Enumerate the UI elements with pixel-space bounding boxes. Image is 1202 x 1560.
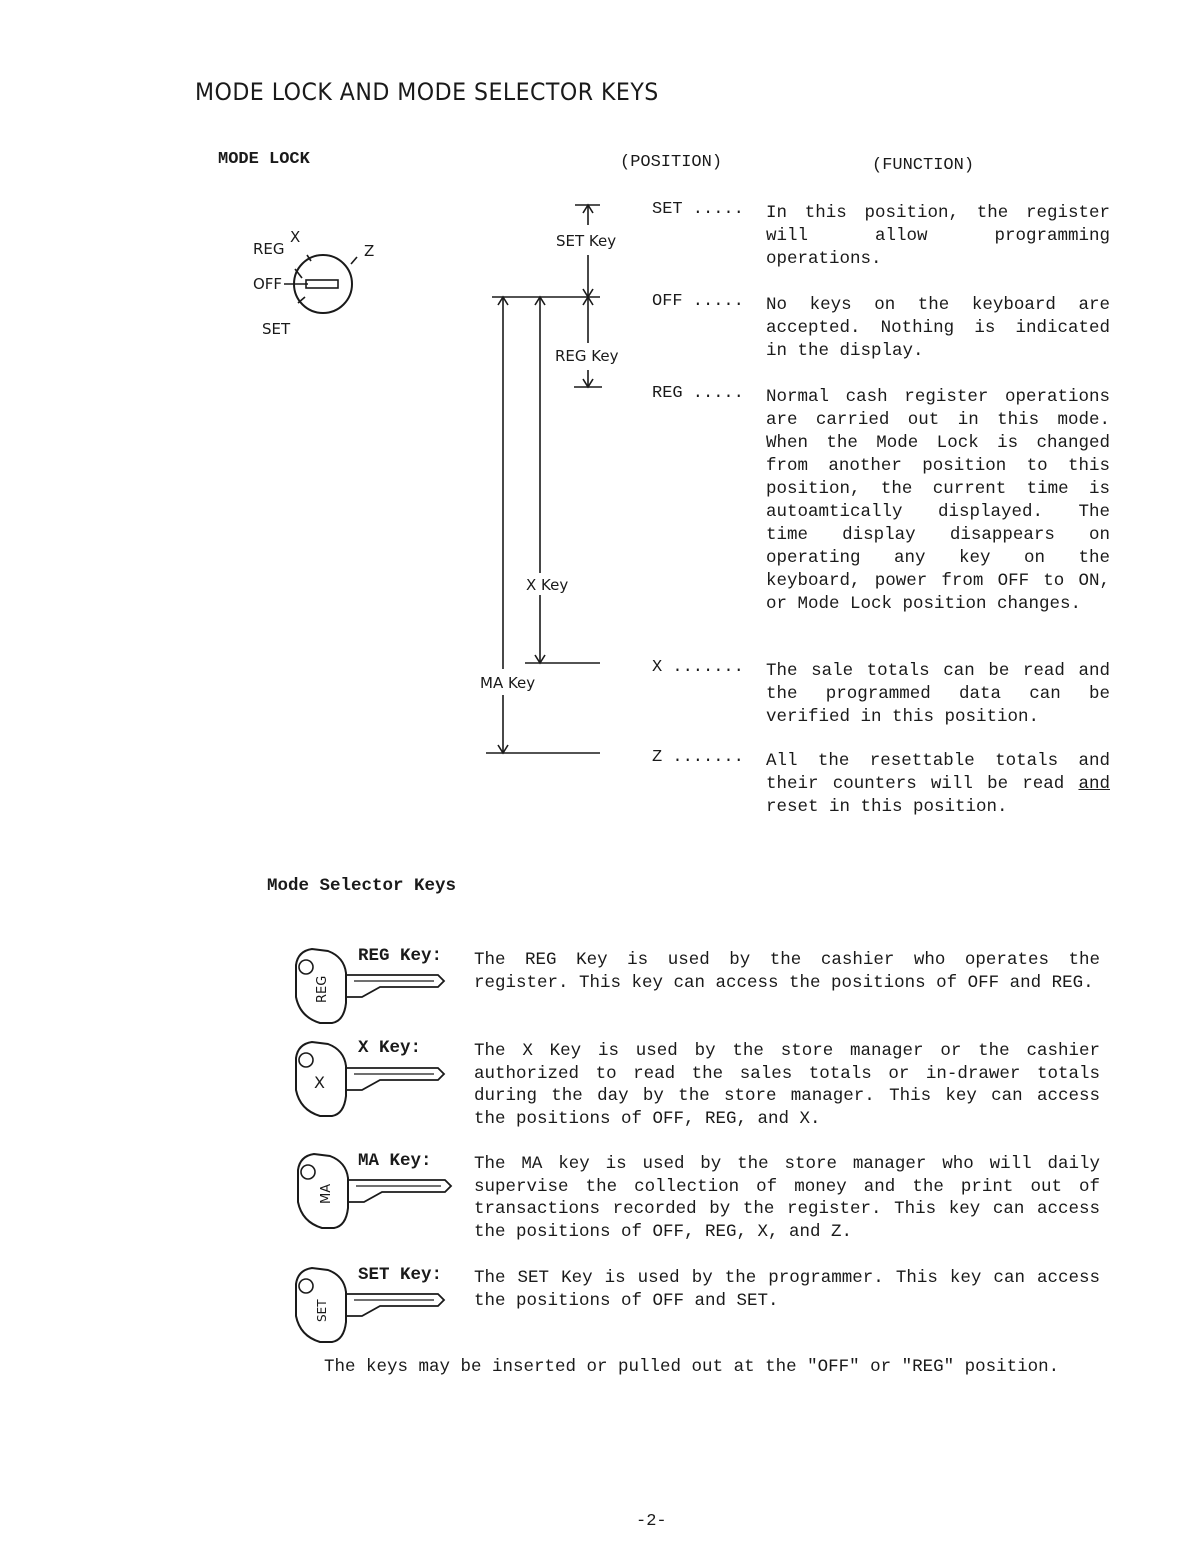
ma-key-label: MA Key xyxy=(480,674,536,692)
position-reg: REG ..... xyxy=(652,384,744,403)
x-key-label: X Key xyxy=(526,576,569,594)
reg-key-description: The REG Key is used by the cashier who operates the register. This key can access the positions of OFF and REG. xyxy=(474,950,1100,993)
set-key-heading: SET Key: xyxy=(358,1265,443,1285)
dial-label-z: Z xyxy=(364,242,375,260)
x-key-heading: X Key: xyxy=(358,1038,422,1058)
dial-label-reg: REG xyxy=(253,240,285,258)
page-number: -2- xyxy=(636,1512,667,1531)
function-z-underlined: and xyxy=(1078,774,1110,794)
reg-key-heading: REG Key: xyxy=(358,946,443,966)
function-reg: Normal cash register operations are carried out in this mode. When the Mode Lock is changed from another position to this position, the current time is autoamtically displayed. The time display disappears on operating any key on the keyboard, power from OFF to ON, or Mode Lock position changes. xyxy=(766,387,1110,614)
position-z: Z ....... xyxy=(652,748,744,767)
function-x: The sale totals can be read and the programmed data can be verified in this position. xyxy=(766,661,1110,727)
function-set: In this position, the register will allow programming operations. xyxy=(766,203,1110,269)
set-key-icon-text: SET xyxy=(315,1299,329,1322)
position-x: X ....... xyxy=(652,658,744,677)
reg-key-icon-text: REG xyxy=(315,975,330,1003)
footer-note: The keys may be inserted or pulled out at the "OFF" or "REG" position. xyxy=(324,1357,1060,1377)
reg-key-label: REG Key xyxy=(555,347,619,365)
dial-label-x: X xyxy=(290,228,301,246)
set-key-label: SET Key xyxy=(556,232,617,250)
dial-label-off: OFF xyxy=(253,275,283,293)
function-off: No keys on the keyboard are accepted. Nothing is indicated in the display. xyxy=(766,295,1110,361)
dial-label-set: SET xyxy=(262,320,291,338)
set-key-description: The SET Key is used by the programmer. This key can access the positions of OFF and SET. xyxy=(474,1268,1100,1311)
ma-key-heading: MA Key: xyxy=(358,1151,432,1171)
function-header: (FUNCTION) xyxy=(872,156,975,175)
function-z xyxy=(766,750,1110,819)
position-off: OFF ..... xyxy=(652,292,744,311)
mode-lock-heading: MODE LOCK xyxy=(218,150,310,169)
mode-selector-heading: Mode Selector Keys xyxy=(267,876,457,896)
function-z-pre: All the resettable totals and their counters will be read xyxy=(766,751,1110,794)
function-z-post: reset in this position. xyxy=(766,797,1008,817)
ma-key-icon-text: MA xyxy=(319,1183,334,1204)
page-title: MODE LOCK AND MODE SELECTOR KEYS xyxy=(195,78,659,106)
position-header: (POSITION) xyxy=(620,153,723,172)
ma-key-description: The MA key is used by the store manager who will daily supervise the collection of money and the print out of transactions recorded by the register. This key can access the positions of OFF, REG, X, and Z. xyxy=(474,1154,1100,1242)
x-key-description: The X Key is used by the store manager or the cashier authorized to read the sales totals or in-drawer totals during the day by the store manager. This key can access the positions of OFF, REG, and X. xyxy=(474,1041,1100,1129)
x-key-icon-text: X xyxy=(314,1073,325,1092)
position-set: SET ..... xyxy=(652,200,744,219)
